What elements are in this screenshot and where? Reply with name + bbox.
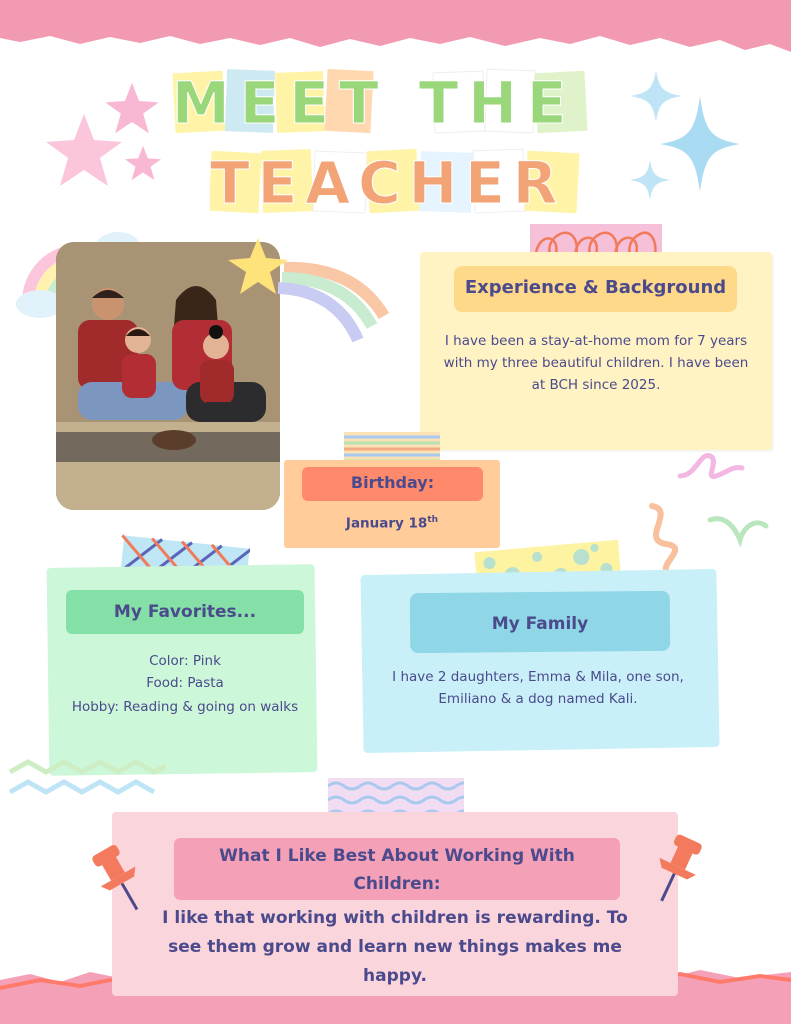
birthday-date [284, 510, 500, 534]
best-text: I like that working with children is rewarding. To see them grow and learn new things makes me happy. [162, 908, 628, 986]
experience-title: Experience & Background [464, 277, 727, 298]
squiggle-icon [706, 510, 770, 550]
star-icon [124, 144, 162, 182]
star-icon [104, 80, 160, 136]
family-text: I have 2 daughters, Emma & Mila, one son, Emiliano & a dog named Kali. [392, 669, 684, 707]
experience-text: I have been a stay-at-home mom for 7 years with my three beautiful children. I have been at BCH since 2025. [443, 333, 749, 393]
page-title-line2 [210, 146, 610, 218]
favorites-line-3: Hobby: Reading & going on walks [71, 699, 299, 715]
title-text-line2: TEACHER [210, 149, 566, 217]
title-text-line1: MEET THE [172, 69, 577, 137]
best-title: What I Like Best About Working With Children: [219, 846, 575, 894]
top-torn-border [0, 0, 791, 60]
family-title: My Family [491, 614, 589, 634]
favorites-line-2: Food: Pasta [146, 675, 224, 691]
birthday-date-text: January 18 [345, 515, 428, 532]
favorites-title: My Favorites... [113, 602, 257, 622]
birthday-date-suffix: th [427, 515, 439, 525]
push-pin-icon [88, 842, 152, 918]
birthday-title: Birthday: [350, 473, 435, 492]
sparkle-icon [630, 158, 670, 202]
sparkle-icon [660, 96, 740, 192]
squiggle-icon [676, 446, 746, 486]
push-pin-icon [644, 832, 708, 908]
shooting-star-icon [224, 236, 396, 352]
page-title-line1 [172, 66, 612, 138]
favorites-line-1: Color: Pink [149, 653, 221, 669]
